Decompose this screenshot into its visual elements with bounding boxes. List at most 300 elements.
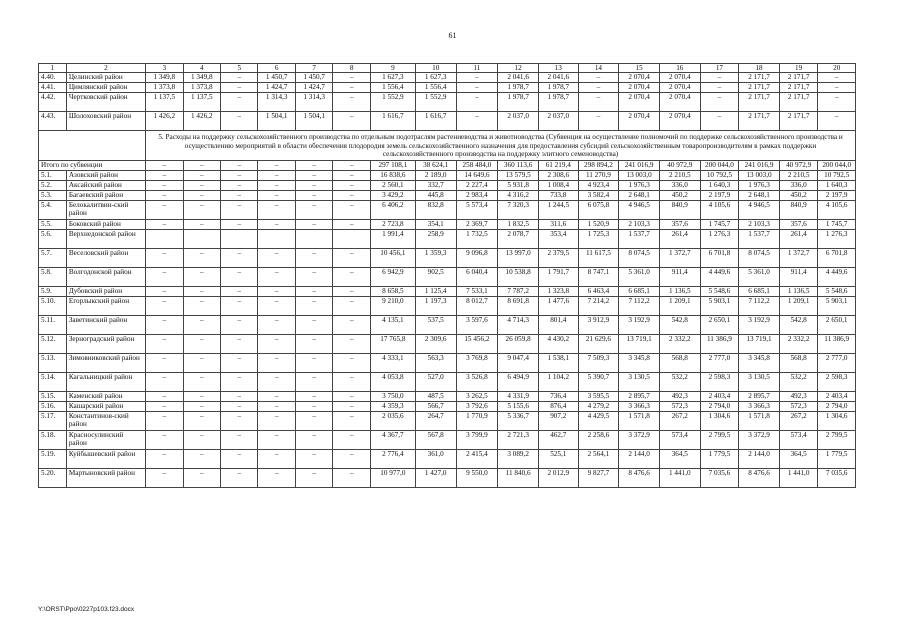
value-cell: 2 210,5: [779, 171, 818, 181]
value-cell: 450,2: [779, 191, 818, 201]
value-cell: 1 725,3: [578, 230, 619, 249]
total-value: 241 016,9: [619, 161, 660, 171]
value-cell: –: [333, 354, 370, 373]
value-cell: –: [221, 201, 258, 220]
value-cell: 13 719,1: [619, 335, 660, 354]
value-cell: 1 556,4: [415, 83, 456, 93]
value-cell: 1 104,2: [538, 373, 578, 392]
value-cell: 2 799,5: [818, 431, 856, 450]
value-cell: 4 105,6: [818, 201, 856, 220]
value-cell: 6 685,1: [739, 287, 780, 297]
value-cell: 492,3: [779, 392, 818, 402]
value-cell: 2 171,7: [779, 83, 818, 93]
table-row: [39, 83, 856, 93]
district-name: Каменский район: [66, 392, 145, 402]
district-name: Чертковский район: [66, 93, 145, 112]
total-value: 241 016,9: [739, 161, 780, 171]
value-cell: 572,3: [659, 402, 700, 412]
value-cell: –: [146, 450, 183, 469]
value-cell: –: [295, 412, 332, 431]
row-index: 4.43.: [39, 112, 67, 131]
row-index: 5.15.: [39, 392, 67, 402]
column-number: 11: [456, 64, 498, 73]
value-cell: 4 429,5: [578, 412, 619, 431]
value-cell: 16 838,6: [370, 171, 415, 181]
value-cell: 1 008,4: [538, 181, 578, 191]
value-cell: –: [295, 354, 332, 373]
value-cell: 2 197,9: [818, 191, 856, 201]
total-value: –: [258, 161, 295, 171]
value-cell: [183, 230, 220, 249]
table-row: [39, 220, 856, 230]
value-cell: 264,7: [415, 412, 456, 431]
value-cell: 4 430,2: [538, 335, 578, 354]
row-index: 4.40.: [39, 73, 67, 83]
value-cell: 2 721,3: [498, 431, 539, 450]
value-cell: –: [221, 431, 258, 450]
value-cell: 2 103,3: [619, 220, 660, 230]
value-cell: 573,4: [659, 431, 700, 450]
value-cell: 2 197,9: [700, 191, 739, 201]
value-cell: 6 075,8: [578, 201, 619, 220]
value-cell: –: [333, 469, 370, 488]
value-cell: –: [295, 392, 332, 402]
value-cell: 14 649,6: [456, 171, 498, 181]
value-cell: –: [146, 373, 183, 392]
value-cell: 1 244,5: [538, 201, 578, 220]
value-cell: –: [146, 191, 183, 201]
value-cell: 2 332,2: [659, 335, 700, 354]
value-cell: –: [333, 431, 370, 450]
table-row: [39, 268, 856, 287]
table-row: [39, 230, 856, 249]
value-cell: 3 792,6: [456, 402, 498, 412]
value-cell: 2 012,9: [538, 469, 578, 488]
value-cell: 1 349,8: [146, 73, 183, 83]
value-cell: 4 359,3: [370, 402, 415, 412]
value-cell: 2 070,4: [619, 73, 660, 83]
value-cell: 1 450,7: [295, 73, 332, 83]
value-cell: –: [258, 171, 295, 181]
value-cell: 5 361,0: [739, 268, 780, 287]
row-index: 5.8.: [39, 268, 67, 287]
value-cell: [333, 230, 370, 249]
value-cell: 3 130,5: [739, 373, 780, 392]
value-cell: 9 550,0: [456, 469, 498, 488]
value-cell: 2 564,1: [578, 450, 619, 469]
value-cell: 1 304,6: [700, 412, 739, 431]
value-cell: 445,8: [415, 191, 456, 201]
value-cell: 1 323,8: [538, 287, 578, 297]
value-cell: 7 112,2: [739, 297, 780, 316]
value-cell: 1 976,3: [739, 181, 780, 191]
table-row: [39, 297, 856, 316]
value-cell: 4 449,6: [700, 268, 739, 287]
value-cell: 1 616,7: [370, 112, 415, 131]
table-row: [39, 354, 856, 373]
value-cell: –: [295, 220, 332, 230]
value-cell: –: [146, 201, 183, 220]
value-cell: 357,6: [779, 220, 818, 230]
value-cell: –: [333, 412, 370, 431]
value-cell: 13 997,0: [498, 249, 539, 268]
row-index: 4.42.: [39, 93, 67, 112]
value-cell: 2 171,7: [739, 83, 780, 93]
value-cell: –: [456, 83, 498, 93]
value-cell: 1 359,3: [415, 249, 456, 268]
value-cell: –: [146, 335, 183, 354]
value-cell: 261,4: [779, 230, 818, 249]
value-cell: –: [333, 392, 370, 402]
value-cell: 7 533,1: [456, 287, 498, 297]
value-cell: 3 366,3: [739, 402, 780, 412]
value-cell: –: [333, 335, 370, 354]
value-cell: –: [258, 335, 295, 354]
value-cell: 2 369,7: [456, 220, 498, 230]
value-cell: 902,5: [415, 268, 456, 287]
value-cell: –: [146, 181, 183, 191]
row-index: 5.13.: [39, 354, 67, 373]
value-cell: 5 903,1: [700, 297, 739, 316]
value-cell: 2 103,3: [739, 220, 780, 230]
value-cell: 1 978,7: [538, 83, 578, 93]
total-value: –: [295, 161, 332, 171]
value-cell: –: [295, 249, 332, 268]
value-cell: 2 403,4: [818, 392, 856, 402]
value-cell: –: [258, 450, 295, 469]
value-cell: 364,5: [779, 450, 818, 469]
value-cell: 7 112,2: [619, 297, 660, 316]
value-cell: 4 946,5: [619, 201, 660, 220]
value-cell: 7 509,3: [578, 354, 619, 373]
row-index: 5.17.: [39, 412, 67, 431]
value-cell: –: [456, 112, 498, 131]
value-cell: –: [146, 297, 183, 316]
value-cell: 17 765,8: [370, 335, 415, 354]
value-cell: –: [183, 450, 220, 469]
value-cell: –: [258, 220, 295, 230]
value-cell: 2 171,7: [739, 93, 780, 112]
column-number: 19: [779, 64, 818, 73]
value-cell: 2 723,8: [370, 220, 415, 230]
value-cell: 2 794,0: [700, 402, 739, 412]
value-cell: –: [258, 431, 295, 450]
value-cell: –: [333, 171, 370, 181]
column-number: 18: [739, 64, 780, 73]
value-cell: 568,8: [659, 354, 700, 373]
row-index: 5.18.: [39, 431, 67, 450]
value-cell: 2 070,4: [619, 83, 660, 93]
value-cell: –: [258, 412, 295, 431]
value-cell: 5 361,0: [619, 268, 660, 287]
value-cell: 6 701,8: [700, 249, 739, 268]
value-cell: 1 552,9: [370, 93, 415, 112]
page-number: 61: [448, 31, 457, 40]
value-cell: 5 903,1: [818, 297, 856, 316]
value-cell: 2 309,6: [415, 335, 456, 354]
value-cell: 2 776,4: [370, 450, 415, 469]
column-number-row: [39, 64, 856, 73]
value-cell: 3 192,9: [739, 316, 780, 335]
value-cell: 2 189,0: [415, 171, 456, 181]
value-cell: –: [221, 83, 258, 93]
row-index: 5.9.: [39, 287, 67, 297]
value-cell: 13 579,5: [498, 171, 539, 181]
value-cell: –: [183, 181, 220, 191]
value-cell: 2 070,4: [659, 83, 700, 93]
value-cell: 8 476,6: [739, 469, 780, 488]
value-cell: –: [221, 249, 258, 268]
total-value: –: [333, 161, 370, 171]
column-number: 13: [538, 64, 578, 73]
value-cell: 840,9: [779, 201, 818, 220]
value-cell: –: [183, 297, 220, 316]
value-cell: –: [295, 431, 332, 450]
value-cell: 9 210,0: [370, 297, 415, 316]
value-cell: –: [700, 93, 739, 112]
value-cell: –: [295, 373, 332, 392]
value-cell: 2 070,4: [659, 73, 700, 83]
total-value: 200 044,0: [818, 161, 856, 171]
value-cell: 2 598,3: [818, 373, 856, 392]
value-cell: –: [333, 316, 370, 335]
value-cell: –: [258, 181, 295, 191]
district-name: Боковский район: [66, 220, 145, 230]
table-row: [39, 201, 856, 220]
value-cell: [221, 230, 258, 249]
table-row: [39, 93, 856, 112]
value-cell: 462,7: [538, 431, 578, 450]
value-cell: 8 658,5: [370, 287, 415, 297]
value-cell: –: [295, 191, 332, 201]
value-cell: 8 074,5: [739, 249, 780, 268]
district-name: Аксайский район: [66, 181, 145, 191]
value-cell: –: [333, 450, 370, 469]
value-cell: 1 571,8: [739, 412, 780, 431]
value-cell: 1 441,0: [659, 469, 700, 488]
district-name: Кагальницкий район: [66, 373, 145, 392]
value-cell: –: [221, 335, 258, 354]
value-cell: 6 685,1: [619, 287, 660, 297]
value-cell: 4 135,1: [370, 316, 415, 335]
value-cell: 5 155,6: [498, 402, 539, 412]
value-cell: 911,4: [779, 268, 818, 287]
value-cell: –: [183, 335, 220, 354]
value-cell: 1 372,7: [659, 249, 700, 268]
value-cell: 542,8: [659, 316, 700, 335]
value-cell: 7 787,2: [498, 287, 539, 297]
value-cell: –: [221, 171, 258, 181]
value-cell: 13 003,0: [739, 171, 780, 181]
table-row: [39, 373, 856, 392]
value-cell: 5 573,4: [456, 201, 498, 220]
value-cell: 2 983,4: [456, 191, 498, 201]
value-cell: 1 427,0: [415, 469, 456, 488]
value-cell: 4 105,6: [700, 201, 739, 220]
value-cell: –: [183, 354, 220, 373]
value-cell: –: [183, 402, 220, 412]
value-cell: –: [221, 287, 258, 297]
value-cell: 1 552,9: [415, 93, 456, 112]
value-cell: [295, 230, 332, 249]
value-cell: 2 070,4: [619, 112, 660, 131]
value-cell: 3 089,2: [498, 450, 539, 469]
value-cell: 1 426,2: [183, 112, 220, 131]
value-cell: –: [183, 249, 220, 268]
value-cell: 3 366,3: [619, 402, 660, 412]
value-cell: 13 003,0: [619, 171, 660, 181]
table-row: [39, 287, 856, 297]
value-cell: 4 923,4: [578, 181, 619, 191]
row-index: 5.2.: [39, 181, 67, 191]
value-cell: 4 331,9: [498, 392, 539, 402]
value-cell: 336,0: [659, 181, 700, 191]
value-cell: 2 171,7: [739, 112, 780, 131]
column-number: 9: [370, 64, 415, 73]
district-name: Шолоховский район: [66, 112, 145, 131]
table-row: [39, 450, 856, 469]
value-cell: –: [258, 287, 295, 297]
value-cell: 10 792,5: [700, 171, 739, 181]
row-index: 5.20.: [39, 469, 67, 488]
value-cell: 2 777,0: [818, 354, 856, 373]
value-cell: 1 745,7: [818, 220, 856, 230]
value-cell: 1 991,4: [370, 230, 415, 249]
value-cell: 8 012,7: [456, 297, 498, 316]
value-cell: 11 386,9: [700, 335, 739, 354]
value-cell: 1 627,3: [370, 73, 415, 83]
section-row: [39, 131, 856, 161]
value-cell: –: [221, 93, 258, 112]
value-cell: 3 130,5: [619, 373, 660, 392]
section-spacer: [39, 131, 146, 161]
value-cell: 11 617,5: [578, 249, 619, 268]
value-cell: 261,4: [659, 230, 700, 249]
value-cell: –: [295, 201, 332, 220]
value-cell: 2 171,7: [779, 73, 818, 83]
value-cell: –: [295, 181, 332, 191]
total-value: 61 219,4: [538, 161, 578, 171]
value-cell: 1 640,3: [818, 181, 856, 191]
value-cell: 1 779,5: [818, 450, 856, 469]
value-cell: –: [333, 73, 370, 83]
value-cell: –: [258, 469, 295, 488]
column-number: 5: [221, 64, 258, 73]
value-cell: 563,3: [415, 354, 456, 373]
value-cell: 1 978,7: [538, 93, 578, 112]
value-cell: 6 406,2: [370, 201, 415, 220]
value-cell: –: [221, 181, 258, 191]
value-cell: –: [818, 93, 856, 112]
value-cell: –: [221, 392, 258, 402]
value-cell: 311,6: [538, 220, 578, 230]
value-cell: 357,6: [659, 220, 700, 230]
value-cell: 568,8: [779, 354, 818, 373]
district-name: Дубовский район: [66, 287, 145, 297]
value-cell: 6 494,9: [498, 373, 539, 392]
value-cell: 3 429,2: [370, 191, 415, 201]
value-cell: 2 332,2: [779, 335, 818, 354]
value-cell: 2 308,6: [538, 171, 578, 181]
value-cell: –: [183, 220, 220, 230]
district-name: Зерноградский район: [66, 335, 145, 354]
value-cell: –: [333, 201, 370, 220]
value-cell: 4 946,5: [739, 201, 780, 220]
value-cell: 9 047,4: [498, 354, 539, 373]
value-cell: 267,2: [659, 412, 700, 431]
value-cell: 2 144,0: [739, 450, 780, 469]
total-value: 40 972,9: [779, 161, 818, 171]
table-row: [39, 249, 856, 268]
value-cell: 567,8: [415, 431, 456, 450]
value-cell: –: [183, 287, 220, 297]
value-cell: 487,5: [415, 392, 456, 402]
value-cell: –: [258, 249, 295, 268]
value-cell: 2 415,4: [456, 450, 498, 469]
value-cell: 1 520,9: [578, 220, 619, 230]
value-cell: 2 037,0: [538, 112, 578, 131]
table-row: [39, 73, 856, 83]
value-cell: 3 262,5: [456, 392, 498, 402]
value-cell: 532,2: [779, 373, 818, 392]
value-cell: –: [183, 191, 220, 201]
value-cell: 1 349,8: [183, 73, 220, 83]
column-number: 3: [146, 64, 183, 73]
value-cell: 542,8: [779, 316, 818, 335]
value-cell: 1 779,5: [700, 450, 739, 469]
value-cell: –: [295, 171, 332, 181]
value-cell: 532,2: [659, 373, 700, 392]
total-value: 258 484,0: [456, 161, 498, 171]
value-cell: 3 595,5: [578, 392, 619, 402]
value-cell: –: [183, 171, 220, 181]
value-cell: –: [183, 316, 220, 335]
value-cell: 2 794,0: [818, 402, 856, 412]
district-name: Егорлыкский район: [66, 297, 145, 316]
value-cell: [146, 230, 183, 249]
value-cell: 1 504,1: [295, 112, 332, 131]
value-cell: 26 059,8: [498, 335, 539, 354]
value-cell: 3 597,6: [456, 316, 498, 335]
table-row: [39, 316, 856, 335]
value-cell: 4 316,2: [498, 191, 539, 201]
table-row: [39, 431, 856, 450]
district-name: Цимлянский район: [66, 83, 145, 93]
value-cell: 15 456,2: [456, 335, 498, 354]
row-index: 4.41.: [39, 83, 67, 93]
column-number: 8: [333, 64, 370, 73]
value-cell: 3 372,9: [739, 431, 780, 450]
column-number: 14: [578, 64, 619, 73]
value-cell: –: [578, 73, 619, 83]
value-cell: 1 424,7: [258, 83, 295, 93]
value-cell: 361,0: [415, 450, 456, 469]
value-cell: 8 476,6: [619, 469, 660, 488]
table-row: [39, 402, 856, 412]
section-title: 5. Расходы на поддержку сельскохозяйственного производства по отдельным подотраслям растениеводства и животноводства (Субвенция на осуществление полномочий по поддержке сельскохозяйственного производства и осуществлению мероприятий в области обеспечения плодородия земель сельскохозяйственного назначения для предоставления субсидий сельскохозяйственным товаропроизводителям в рамках поддержки сельскохозяйственного производства на поддержку элитного семеноводства): [146, 131, 856, 161]
value-cell: 2 777,0: [700, 354, 739, 373]
value-cell: 8 074,5: [619, 249, 660, 268]
value-cell: 3 345,8: [619, 354, 660, 373]
value-cell: –: [818, 83, 856, 93]
value-cell: 6 040,4: [456, 268, 498, 287]
value-cell: –: [295, 402, 332, 412]
value-cell: 907,2: [538, 412, 578, 431]
value-cell: 840,9: [659, 201, 700, 220]
value-cell: 527,0: [415, 373, 456, 392]
value-cell: 573,4: [779, 431, 818, 450]
value-cell: –: [221, 112, 258, 131]
